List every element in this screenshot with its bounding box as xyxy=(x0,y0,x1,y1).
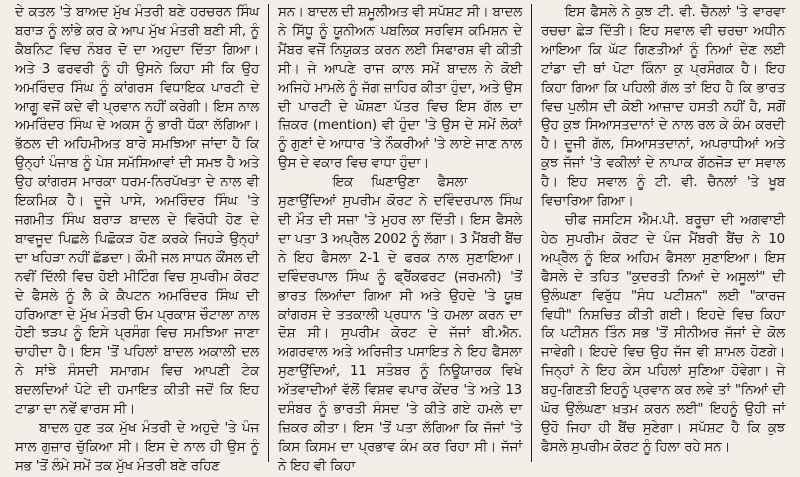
section-subheading: ਇਕ ਘਿਣਾਉਣਾ ਫੈਸਲਾ xyxy=(332,175,468,191)
paragraph: ਬਾਦਲ ਹੁਣ ਤਕ ਮੁੱਖ ਮੰਤਰੀ ਦੇ ਅਹੁਦੇ 'ਤੇ ਪੰਜ ਸਾਲ ਗੁਜ਼ਾਰ ਚੁੱਕਿਆ ਸੀ। ਇਸ ਦੇ ਨਾਲ ਹੀ ਉਸ ਨੂੰ ਸਭ 'ਤੋਂ ਲੰਮੇ ਸਮੇਂ ਤਕ ਮੁੱਖ ਮੰਤਰੀ ਬਣੇ ਰਹਿਣ xyxy=(15,420,259,474)
article-column-3 xyxy=(531,4,794,462)
paragraph: ਸਨ। ਬਾਦਲ ਦੀ ਸ਼ਮੂਲੀਅਤ ਵੀ ਸਪੱਸ਼ਟ ਸੀ। ਬਾਦਲ ਨੇ ਸਿੱਧੂ ਨੂੰ ਯੂਨੀਅਨ ਪਬਲਿਕ ਸਰਵਿਸ ਕਮਿਸ਼ਨ ਦੇ ਮੈਂਬਰ ਵਜੋਂ ਨਿਯੁਕਤ ਕਰਨ ਲਈ ਸਿਫਾਰਸ਼ ਵੀ ਕੀਤੀ ਸੀ। ਜੇ ਆਪਣੇ ਰਾਜ ਕਾਲ ਸਮੇਂ ਬਾਦਲ ਨੇ ਕੋਈ ਅਜਿਹੇ ਮਾਮਲੇ ਨੂੰ ਜੱਗ ਜ਼ਾਹਿਰ ਕੀਤਾ ਹੁੰਦਾ, ਅਤੇ ਉਸ ਦੀ ਪਾਰਟੀ ਦੇ ਘੋਸ਼ਣਾ ਪੱਤਰ ਵਿਚ ਇਸ ਗੱਲ ਦਾ ਜ਼ਿਕਰ (mention) ਵੀ ਹੁੰਦਾ 'ਤੇ ਉਸ ਦੇ ਸਮੇਂ ਲੋਕਾਂ ਨੂੰ ਗੁਣਾਂ ਦੇ ਆਧਾਰ 'ਤੇ ਨੌਕਰੀਆਂ 'ਤੇ ਲਾਏ ਜਾਣ ਨਾਲ ਉਸ ਦੇ ਵਕਾਰ ਵਿਚ ਵਾਧਾ ਹੁੰਦਾ। xyxy=(278,5,522,172)
paragraph: ਇਸ ਫੈਸਲੇ ਨੇ ਕੁਝ ਟੀ. ਵੀ. ਚੈਨਲਾਂ 'ਤੇ ਵਾਰਵਾ ਰਚਚਾ ਛੇੜ ਦਿੱਤੀ। ਇਹ ਸਵਾਲ ਵੀ ਚਰਚਾ ਅਧੀਨ ਆਇਆ ਕਿ ਘੱਟ ਗਿਣਤੀਆਂ ਨੂੰ ਨਿਆਂ ਦੇਣ ਲਈ ਟਾਂਡਾ ਦੀ ਥਾਂ ਪੋਟਾ ਕਿੰਨਾ ਕੁ ਪ੍ਰਸੰਗਕ ਹੈ। ਇਹ ਕਿਹਾ ਗਿਆ ਕਿ ਪਹਿਲੀ ਗੱਲ ਤਾਂ ਇਹ ਹੈ ਕਿ ਭਾਰਤ ਵਿਚ ਪੁਲੀਸ ਦੀ ਕੋਈ ਆਜ਼ਾਦ ਹਸਤੀ ਨਹੀਂ ਹੈ, ਸਗੋਂ ਉਹ ਕੁਝ ਸਿਆਸਤਦਾਨਾਂ ਦੇ ਨਾਲ ਰਲ ਕੇ ਕੰਮ ਕਰਦੀ ਹੈ। ਦੂਜੀ ਗੱਲ, ਸਿਆਸਤਦਾਨਾਂ, ਅਪਰਾਧੀਆਂ ਅਤੇ ਕੁਝ ਜੱਜਾਂ 'ਤੇ ਵਕੀਲਾਂ ਦੇ ਨਾਪਾਕ ਗੱਠਜੋੜ ਦਾ ਸਵਾਲ ਹੈ। ਇਹ ਸਵਾਲ ਨੂੰ ਟੀ. ਵੀ. ਚੈਨਲਾਂ 'ਤੇ ਖੂਬ ਵਿਚਾਰਿਆ ਗਿਆ। xyxy=(541,5,785,210)
article-column-2 xyxy=(268,4,531,474)
paragraph: ਸੁਣਾਉਂਦਿਆਂ ਸੁਪਰੀਮ ਕੋਰਟ ਨੇ ਦਵਿੰਦਰਪਾਲ ਸਿੰਘ ਦੀ ਮੌਤ ਦੀ ਸਜ਼ਾ 'ਤੇ ਮੁਹਰ ਲਾ ਦਿੱਤੀ। ਇਸ ਫੈਸਲੇ ਦਾ ਪਤਾ 3 ਅਪ੍ਰੈਲ 2002 ਨੂੰ ਲੱਗਾ। 3 ਮੈਂਬਰੀ ਬੈਂਚ ਨੇ ਇਹ ਫੈਸਲਾ 2-1 ਦੇ ਫਰਕ ਨਾਲ ਸੁਣਾਇਆ। ਦਵਿੰਦਰਪਾਲ ਸਿੰਘ ਨੂੰ ਫ੍ਰੈਂਕਫਰਟ (ਜਰਮਨੀ) 'ਤੋਂ ਭਾਰਤ ਲਿਆਂਦਾ ਗਿਆ ਸੀ ਅਤੇ ਉਹਦੇ 'ਤੇ ਯੂਥ ਕਾਂਗਰਸ ਦੇ ਤਤਕਾਲੀ ਪ੍ਰਧਾਨ 'ਤੇ ਹਮਲਾ ਕਰਨ ਦਾ ਦੋਸ਼ ਸੀ। ਸੁਪਰੀਮ ਕੋਰਟ ਦੇ ਜੱਜਾਂ ਬੀ.ਐਨ. ਅਗਰਵਾਲ ਅਤੇ ਅਰਿਜੀਤ ਪਸਾਇਤ ਨੇ ਇਹ ਫੈਸਲਾ ਸੁਣਾਉਂਦਿਆਂ, 11 ਸਤੰਬਰ ਨੂੰ ਨਿਊਯਾਰਕ ਵਿਖੇ ਅੱਤਵਾਦੀਆਂ ਵੱਲੋਂ ਵਿਸ਼ਵ ਵਪਾਰ ਕੇਂਦਰ 'ਤੇ ਅਤੇ 13 ਦਸੰਬਰ ਨੂੰ ਭਾਰਤੀ ਸੰਸਦ 'ਤੇ ਕੀਤੇ ਗਏ ਹਮਲੇ ਦਾ ਜ਼ਿਕਰ ਕੀਤਾ। ਇਸ 'ਤੋਂ ਪਤਾ ਲੱਗਿਆ ਕਿ ਜੱਜਾਂ 'ਤੇ ਕਿਸ ਕਿਸਮ ਦਾ ਪ੍ਰਭਾਵ ਕੰਮ ਕਰ ਰਿਹਾ ਸੀ। ਜੱਜਾਂ ਨੇ ਇਹ ਵੀ ਕਿਹਾ xyxy=(278,194,522,474)
paragraph: ਦੇ ਕਤਲ 'ਤੇ ਬਾਅਦ ਮੁੱਖ ਮੰਤਰੀ ਬਣੇ ਹਰਚਰਨ ਸਿੰਘ ਬਰਾੜ ਨੂੰ ਲਾਂਭੇ ਕਰ ਕੇ ਆਪ ਮੁੱਖ ਮੰਤਰੀ ਬਣੀ ਸੀ, ਨੂੰ ਕੈਬਨਿਟ ਵਿਚ ਨੰਬਰ ਦੋ ਦਾ ਅਹੁਦਾ ਦਿੱਤਾ ਗਿਆ। ਅਤੇ 3 ਫਰਵਰੀ ਨੂੰ ਹੀ ਉਸਨੇ ਕਿਹਾ ਸੀ ਕਿ ਉਹ ਅਮਰਿੰਦਰ ਸਿੰਘ ਨੂੰ ਕਾਂਗਰਸ ਵਿਧਾਇਕ ਪਾਰਟੀ ਦੇ ਆਗੂ ਵਜੋਂ ਕਦੇ ਵੀ ਪ੍ਰਵਾਨ ਨਹੀਂ ਕਰੇਗੀ। ਇਸ ਨਾਲ ਅਮਰਿੰਦਰ ਸਿੰਘ ਦੇ ਅਕਸ ਨੂੰ ਭਾਰੀ ਧੱਕਾ ਲੱਗਿਆ। ਭੱਠਲ ਦੀ ਅਹਿਮੀਅਤ ਬਾਰੇ ਸਮਝਿਆ ਜਾਂਦਾ ਹੈ ਕਿ ਉਨ੍ਹਾਂ ਪੰਜਾਬ ਨੂੰ ਪੇਸ਼ ਸਮੱਸਿਆਵਾਂ ਦੀ ਸਮਝ ਹੈ ਅਤੇ ਉਹ ਕਾਂਗਰਸ ਮਾਰਕਾ ਧਰਮ-ਨਿਰਪੱਖਤਾ ਦੇ ਨਾਲ ਵੀ ਇਕਮਿਕ ਹੈ। ਦੂਜੇ ਪਾਸੇ, ਅਮਰਿੰਦਰ ਸਿੰਘ 'ਤੇ ਜਗਮੀਤ ਸਿੰਘ ਬਰਾੜ ਬਾਦਲ ਦੇ ਵਿਰੋਧੀ ਹੋਣ ਦੇ ਬਾਵਜੂਦ ਪਿਛਲੇ ਪਿਛੋਕੜ ਹੋਣ ਕਰਕੇ ਜਿਹੜੇ ਉਨ੍ਹਾਂ ਦਾ ਖਹਿੜਾ ਨਹੀਂ ਛੱਡਦਾ। ਕੌਮੀ ਜਲ ਸਾਧਨ ਕੌਂਸਲ ਦੀ ਨਵੀਂ ਦਿੱਲੀ ਵਿਚ ਹੋਈ ਮੀਟਿੰਗ ਵਿਚ ਸੁਪਰੀਮ ਕੋਰਟ ਦੇ ਫੈਸਲੇ ਨੂੰ ਲੈ ਕੇ ਕੈਪਟਨ ਅਮਰਿੰਦਰ ਸਿੰਘ ਦੀ ਹਰਿਆਣਾ ਦੇ ਮੁੱਖ ਮੰਤਰੀ ਓਮ ਪ੍ਰਕਾਸ਼ ਚੌਟਾਲਾ ਨਾਲ ਹੋਈ ਝੜਪ ਨੂੰ ਇਸੇ ਪ੍ਰਸੰਗ ਵਿਚ ਸਮਝਿਆ ਜਾਣਾ ਚਾਹੀਦਾ ਹੈ। ਇਸ 'ਤੋਂ ਪਹਿਲਾਂ ਬਾਦਲ ਅਕਾਲੀ ਦਲ ਨੇ ਸਾਂਝੇ ਸੰਸਦੀ ਸਮਾਗਮ ਵਿਚ ਆਪਣੀ ਟੇਕ ਬਦਲਦਿਆਂ ਪੋਟੇ ਦੀ ਹਮਾਇਤ ਕੀਤੀ ਜਦੋਂ ਕਿ ਇਹ ਟਾਡਾ ਦਾ ਨਵੇਂ ਵਾਰਸ ਸੀ। xyxy=(15,5,259,418)
article-column-1 xyxy=(6,4,268,474)
paragraph: ਚੀਫ ਜਸਟਿਸ ਐਮ.ਪੀ. ਬਰੂਚਾ ਦੀ ਅਗਵਾਈ ਹੇਠ ਸੁਪਰੀਮ ਕੋਰਟ ਦੇ ਪੰਜ ਮੈਂਬਰੀ ਬੈਂਚ ਨੇ 10 ਅਪ੍ਰੈਲ ਨੂੰ ਇਕ ਅਹਿਮ ਫੈਸਲਾ ਸੁਣਾਇਆ। ਇਸ ਫੈਸਲੇ ਦੇ ਤਹਿਤ "ਕੁਦਰਤੀ ਨਿਆਂ ਦੇ ਅਸੂਲਾਂ" ਦੀ ਉਲੰਘਣਾ ਵਿਰੁੱਧ "ਸੰਧ ਪਟੀਸ਼ਨ" ਲਈ "ਕਾਰਜ ਵਿਧੀ" ਨਿਸ਼ਚਿਤ ਕੀਤੀ ਗਈ। ਇਹਦੇ ਵਿਚ ਕਿਹਾ ਕਿ ਪਟੀਸ਼ਨ ਤਿੰਨ ਸਭ 'ਤੋਂ ਸੀਨੀਅਰ ਜੱਜਾਂ ਦੇ ਕੋਲ ਜਾਵੇਗੀ। ਇਹਦੇ ਵਿਚ ਉਹ ਜੱਜ ਵੀ ਸ਼ਾਮਲ ਹੋਣਗੇ। ਜਿਨ੍ਹਾਂ ਨੇ ਇਹ ਕੇਸ ਪਹਿਲਾਂ ਸੁਣਿਆ ਹੋਵੇਗਾ। ਜੇ ਬਹੁ-ਗਿਣਤੀ ਇਹਨੂੰ ਪ੍ਰਵਾਨ ਕਰ ਲਵੇ ਤਾਂ "ਨਿਆਂ ਦੀ ਘੋਰ ਉਲੰਘਣਾ ਖ਼ਤਮ ਕਰਨ ਲਈ" ਇਹਨੂੰ ਉਹੀ ਜਾਂ ਉਹੋ ਜਿਹਾ ਹੀ ਬੈਂਚ ਸੁਣੇਗਾ। ਸਪੱਸ਼ਟ ਹੈ ਕਿ ਕੁਝ ਫੈਸਲੇ ਸੁਪਰੀਮ ਕੋਰਟ ਨੂੰ ਹਿਲਾ ਰਹੇ ਸਨ। xyxy=(541,212,785,455)
